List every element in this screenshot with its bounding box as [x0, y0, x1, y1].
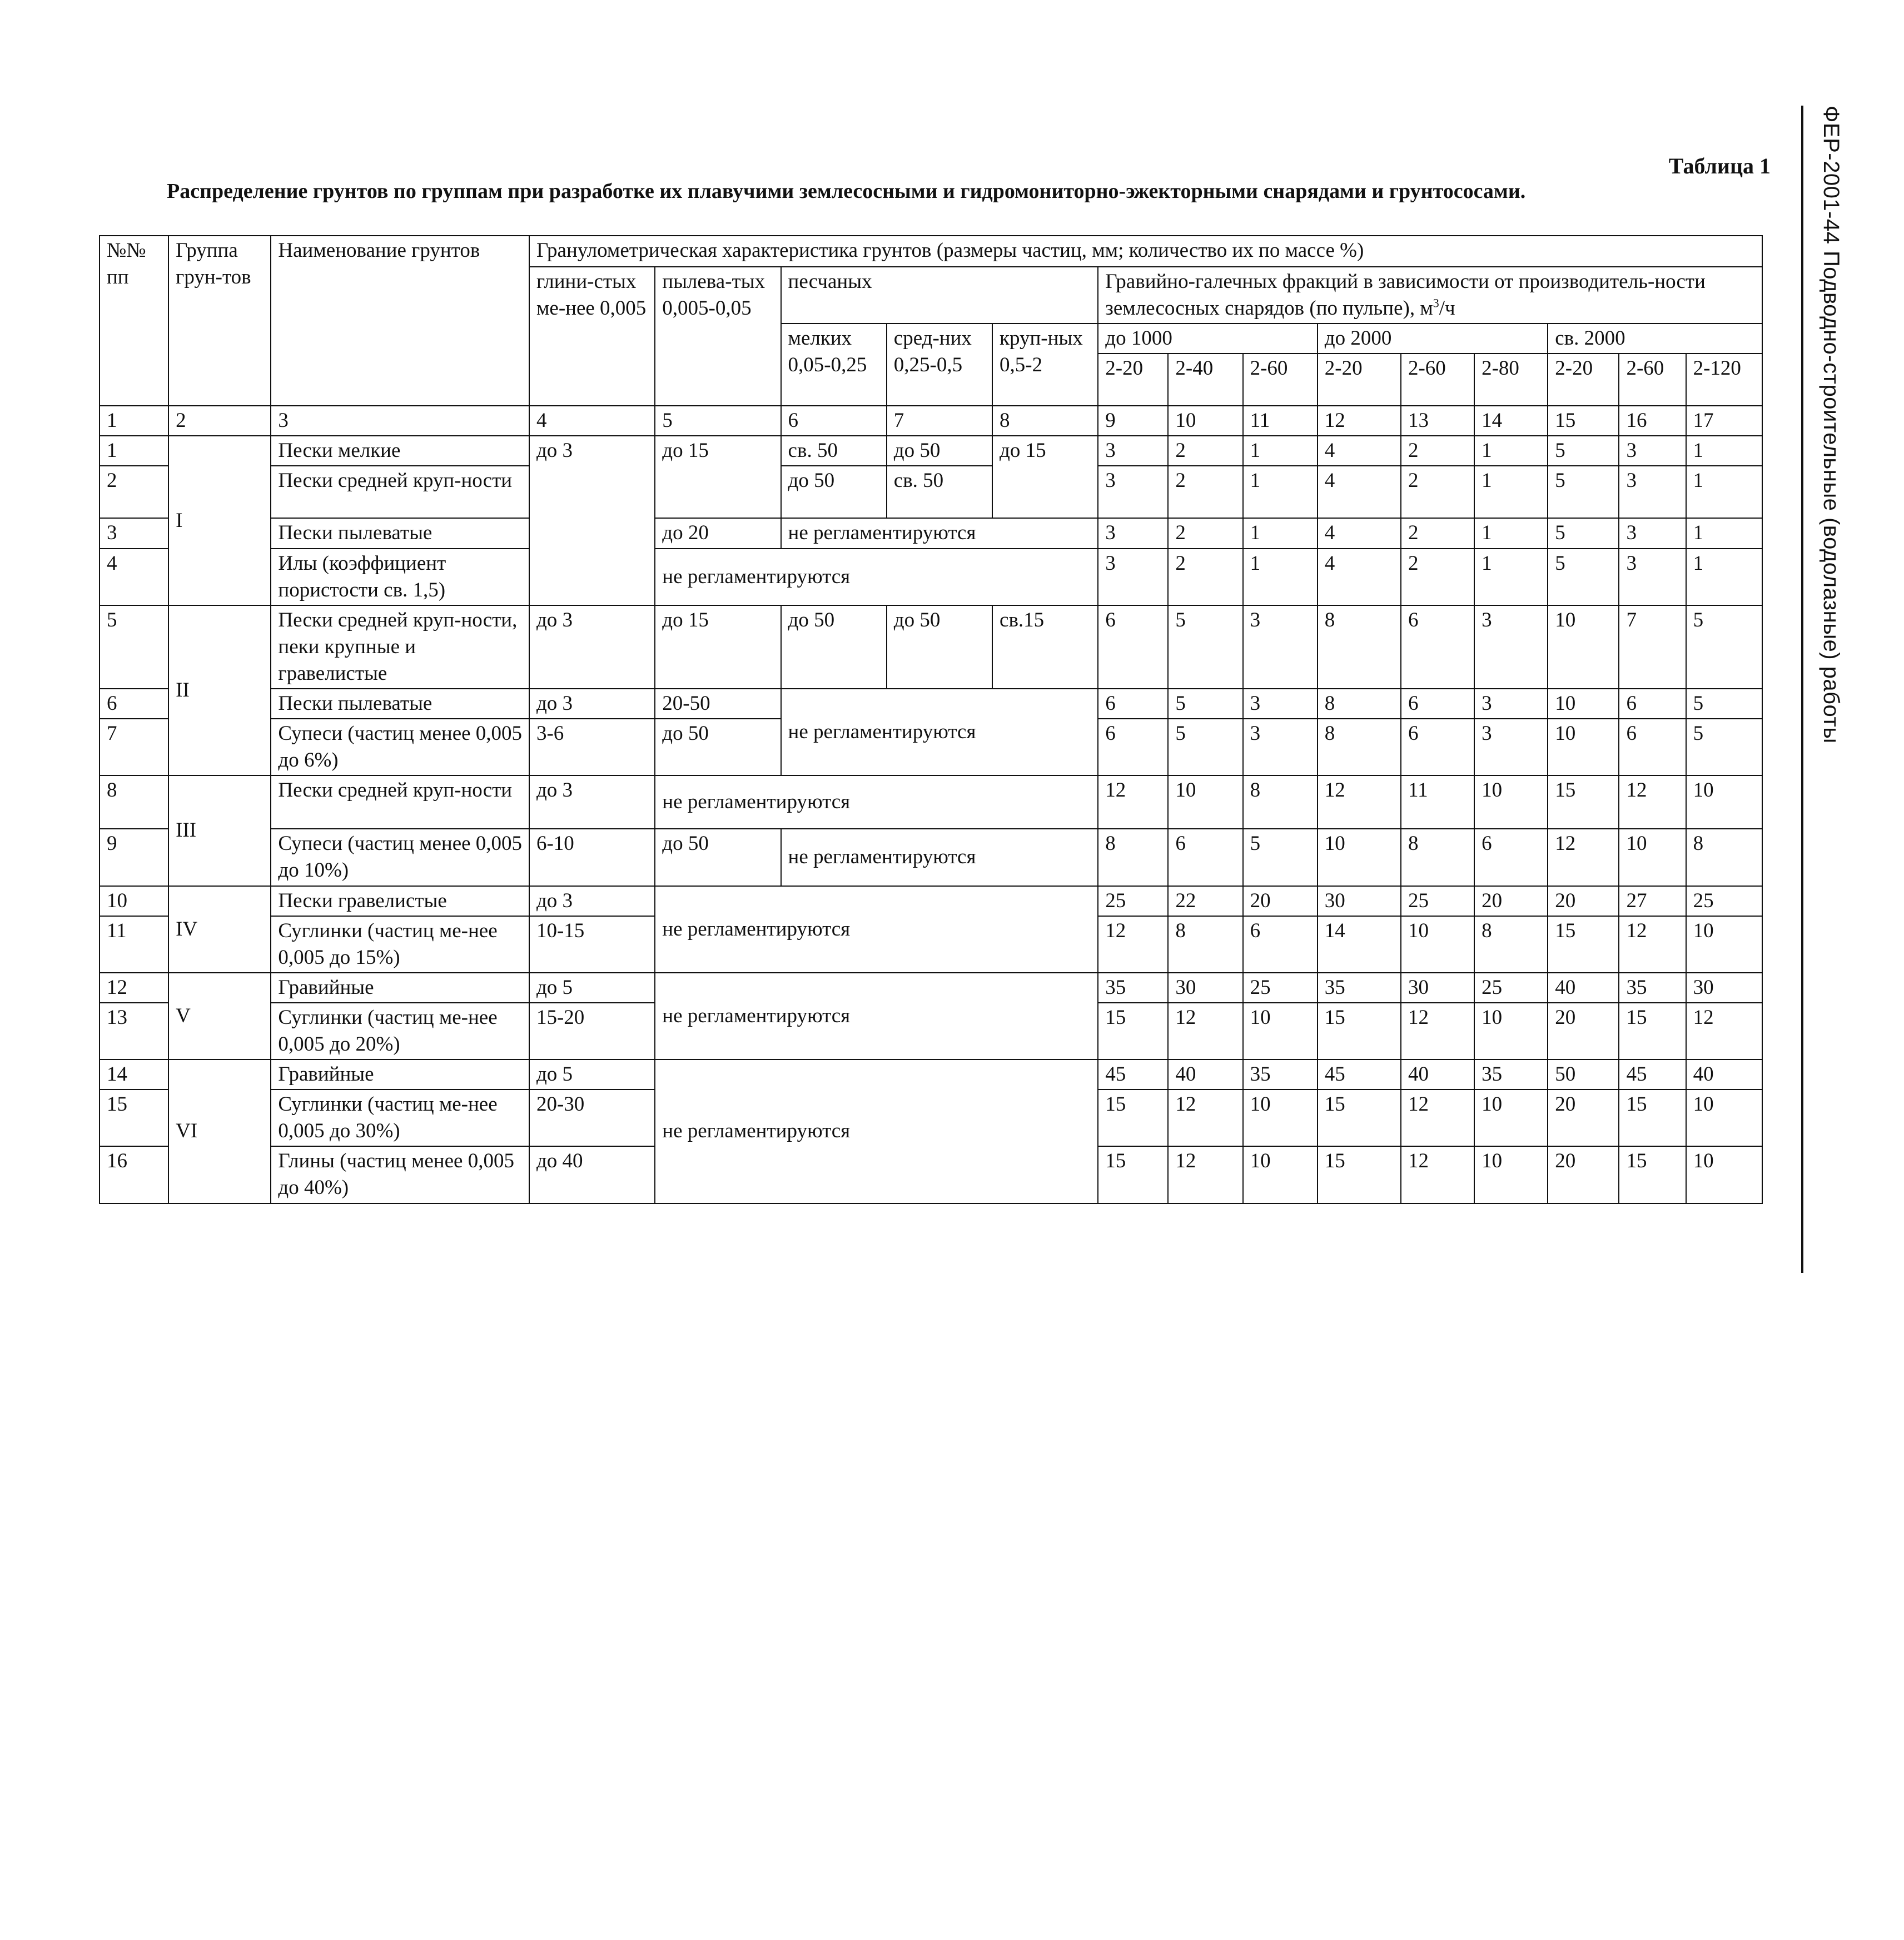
gravel-value: 8 — [1318, 605, 1401, 689]
gravel-value: 22 — [1168, 886, 1242, 916]
table-row — [100, 466, 1762, 518]
gravel-value: 4 — [1318, 436, 1401, 466]
gravel-value: 3 — [1619, 518, 1686, 548]
gravel-value: 2 — [1168, 436, 1242, 466]
gravel-value: 12 — [1098, 916, 1168, 973]
gravel-value: 27 — [1619, 886, 1686, 916]
gravel-value: 10 — [1243, 1090, 1318, 1146]
fraction-cell: 10-15 — [529, 916, 655, 973]
fraction-cell: 20-50 — [655, 689, 781, 719]
gravel-value: 35 — [1619, 973, 1686, 1003]
soil-name: Илы (коэффициент пористости св. 1,5) — [271, 549, 529, 605]
gravel-value: 14 — [1318, 916, 1401, 973]
column-number: 3 — [271, 406, 529, 436]
gravel-value: 40 — [1168, 1059, 1242, 1090]
gravel-value: 10 — [1619, 829, 1686, 886]
gravel-value: 10 — [1318, 829, 1401, 886]
row-number: 1 — [100, 436, 168, 466]
gravel-value: 45 — [1318, 1059, 1401, 1090]
fraction-cell: 20-30 — [529, 1090, 655, 1146]
column-number: 5 — [655, 406, 781, 436]
fraction-cell: до 5 — [529, 1059, 655, 1090]
row-number: 11 — [100, 916, 168, 973]
soil-name: Супеси (частиц менее 0,005 до 6%) — [271, 719, 529, 775]
gravel-value: 3 — [1243, 605, 1318, 689]
gravel-value: 12 — [1619, 775, 1686, 829]
gravel-value: 3 — [1243, 719, 1318, 775]
side-rule — [1801, 106, 1803, 1273]
soil-name: Пески средней круп-ности — [271, 466, 529, 518]
row-number: 9 — [100, 829, 168, 886]
column-number: 4 — [529, 406, 655, 436]
gravel-value: 3 — [1098, 549, 1168, 605]
gravel-value: 12 — [1168, 1146, 1242, 1203]
header-clay: глини-стых ме-нее 0,005 — [529, 267, 655, 406]
fraction-cell: св. 50 — [781, 436, 887, 466]
not-regulated-cell: не регламентируются — [655, 775, 1098, 829]
gravel-value: 8 — [1243, 775, 1318, 829]
column-number: 16 — [1619, 406, 1686, 436]
fraction-cell: 3-6 — [529, 719, 655, 775]
gravel-value: 6 — [1474, 829, 1548, 886]
gravel-value: 20 — [1474, 886, 1548, 916]
header-sub: 2-120 — [1686, 354, 1762, 406]
gravel-value: 3 — [1619, 466, 1686, 518]
gravel-value: 12 — [1686, 1003, 1762, 1059]
soil-name: Гравийные — [271, 973, 529, 1003]
gravel-value: 8 — [1168, 916, 1242, 973]
gravel-value: 25 — [1686, 886, 1762, 916]
row-number: 5 — [100, 605, 168, 689]
column-number: 7 — [887, 406, 992, 436]
row-number: 2 — [100, 466, 168, 518]
gravel-value: 10 — [1548, 605, 1619, 689]
fraction-cell: до 5 — [529, 973, 655, 1003]
gravel-value: 10 — [1243, 1003, 1318, 1059]
gravel-value: 20 — [1548, 1090, 1619, 1146]
row-number: 6 — [100, 689, 168, 719]
column-numbers-row — [100, 406, 1762, 436]
header-sub: 2-20 — [1098, 354, 1168, 406]
gravel-value: 10 — [1686, 1090, 1762, 1146]
gravel-value: 30 — [1168, 973, 1242, 1003]
fraction-cell: до 50 — [887, 605, 992, 689]
column-number: 15 — [1548, 406, 1619, 436]
table-row — [100, 689, 1762, 719]
gravel-value: 15 — [1318, 1090, 1401, 1146]
table-row — [100, 829, 1762, 886]
fraction-cell: до 20 — [655, 518, 781, 548]
gravel-value: 10 — [1474, 1003, 1548, 1059]
gravel-value: 3 — [1098, 436, 1168, 466]
header-sub: 2-60 — [1243, 354, 1318, 406]
header-sub: 2-40 — [1168, 354, 1242, 406]
not-regulated-cell: не регламентируются — [655, 549, 1098, 605]
header-g1000: до 1000 — [1098, 324, 1318, 354]
soil-group: I — [168, 436, 271, 605]
soil-name: Пески пылеватые — [271, 518, 529, 548]
gravel-value: 10 — [1243, 1146, 1318, 1203]
gravel-value: 35 — [1243, 1059, 1318, 1090]
gravel-value: 10 — [1401, 916, 1474, 973]
gravel-value: 6 — [1098, 605, 1168, 689]
gravel-value: 12 — [1318, 775, 1401, 829]
row-number: 14 — [100, 1059, 168, 1090]
row-number: 4 — [100, 549, 168, 605]
gravel-value: 4 — [1318, 466, 1401, 518]
row-number: 10 — [100, 886, 168, 916]
header-num: №№ пп — [100, 236, 168, 406]
not-regulated-cell: не регламентируются — [781, 829, 1098, 886]
gravel-value: 6 — [1401, 605, 1474, 689]
header-name: Наименование грунтов — [271, 236, 529, 406]
gravel-value: 1 — [1474, 549, 1548, 605]
fraction-cell: до 3 — [529, 886, 655, 916]
gravel-value: 11 — [1401, 775, 1474, 829]
gravel-value: 35 — [1474, 1059, 1548, 1090]
gravel-value: 30 — [1318, 886, 1401, 916]
header-sub: 2-20 — [1548, 354, 1619, 406]
header-granulometric: Гранулометрическая характеристика грунтов (размеры частиц, мм; количество их по массе %) — [529, 236, 1762, 267]
row-number: 3 — [100, 518, 168, 548]
not-regulated-cell: не регламентируются — [781, 689, 1098, 775]
fraction-cell: до 3 — [529, 689, 655, 719]
gravel-value: 10 — [1548, 689, 1619, 719]
gravel-value: 15 — [1619, 1003, 1686, 1059]
soil-name: Суглинки (частиц ме-нее 0,005 до 20%) — [271, 1003, 529, 1059]
soil-name: Пески средней круп-ности — [271, 775, 529, 829]
gravel-value: 10 — [1168, 775, 1242, 829]
fraction-cell: до 15 — [655, 436, 781, 518]
table-body — [100, 236, 1762, 1203]
gravel-value: 5 — [1168, 719, 1242, 775]
table-row — [100, 518, 1762, 548]
gravel-value: 6 — [1401, 719, 1474, 775]
gravel-value: 10 — [1686, 1146, 1762, 1203]
gravel-value: 3 — [1619, 436, 1686, 466]
gravel-value: 8 — [1318, 689, 1401, 719]
soil-name: Пески средней круп-ности, пеки крупные и гравелистые — [271, 605, 529, 689]
table-row — [100, 436, 1762, 466]
gravel-value: 1 — [1686, 436, 1762, 466]
column-number: 2 — [168, 406, 271, 436]
gravel-value: 6 — [1619, 719, 1686, 775]
gravel-value: 30 — [1686, 973, 1762, 1003]
gravel-value: 4 — [1318, 518, 1401, 548]
soil-group: VI — [168, 1059, 271, 1203]
gravel-value: 5 — [1168, 605, 1242, 689]
gravel-value: 2 — [1401, 549, 1474, 605]
gravel-value: 2 — [1168, 518, 1242, 548]
gravel-value: 15 — [1619, 1146, 1686, 1203]
gravel-value: 35 — [1098, 973, 1168, 1003]
gravel-value: 45 — [1619, 1059, 1686, 1090]
fraction-cell: до 50 — [887, 436, 992, 466]
gravel-value: 15 — [1318, 1146, 1401, 1203]
gravel-value: 8 — [1318, 719, 1401, 775]
gravel-value: 6 — [1098, 719, 1168, 775]
gravel-value: 20 — [1548, 1003, 1619, 1059]
header-coarse: круп-ных 0,5-2 — [992, 324, 1098, 406]
soil-groups-table — [99, 235, 1763, 1204]
gravel-value: 3 — [1474, 719, 1548, 775]
gravel-value: 8 — [1686, 829, 1762, 886]
row-number: 7 — [100, 719, 168, 775]
table-row — [100, 775, 1762, 829]
gravel-value: 10 — [1686, 775, 1762, 829]
gravel-value: 2 — [1401, 518, 1474, 548]
gravel-value: 25 — [1401, 886, 1474, 916]
gravel-value: 5 — [1686, 719, 1762, 775]
gravel-value: 1 — [1474, 436, 1548, 466]
column-number: 8 — [992, 406, 1098, 436]
gravel-value: 20 — [1243, 886, 1318, 916]
gravel-value: 5 — [1548, 518, 1619, 548]
gravel-value: 1 — [1243, 518, 1318, 548]
gravel-value: 15 — [1098, 1090, 1168, 1146]
soil-name: Пески гравелистые — [271, 886, 529, 916]
gravel-value: 3 — [1243, 689, 1318, 719]
gravel-value: 12 — [1401, 1003, 1474, 1059]
gravel-value: 1 — [1686, 549, 1762, 605]
header-sub: 2-80 — [1474, 354, 1548, 406]
fraction-cell: св. 50 — [887, 466, 992, 518]
soil-group: III — [168, 775, 271, 886]
gravel-value: 10 — [1548, 719, 1619, 775]
gravel-value: 1 — [1474, 466, 1548, 518]
soil-group: V — [168, 973, 271, 1059]
table-row — [100, 605, 1762, 689]
header-sub: 2-60 — [1401, 354, 1474, 406]
table-row — [100, 973, 1762, 1003]
fraction-cell: до 50 — [781, 605, 887, 689]
soil-name: Пески пылеватые — [271, 689, 529, 719]
soil-group: II — [168, 605, 271, 776]
gravel-value: 2 — [1168, 549, 1242, 605]
fraction-cell: до 15 — [992, 436, 1098, 518]
column-number: 10 — [1168, 406, 1242, 436]
fraction-cell: до 50 — [781, 466, 887, 518]
header-gravel: Гравийно-галечных фракций в зависимости от производитель-ности землесосных снарядов (по пульпе), $м^3/ч$ — [1098, 267, 1762, 324]
gravel-value: 8 — [1098, 829, 1168, 886]
gravel-value: 5 — [1243, 829, 1318, 886]
gravel-value: 5 — [1168, 689, 1242, 719]
gravel-value: 10 — [1686, 916, 1762, 973]
gravel-value: 10 — [1474, 1090, 1548, 1146]
header-sub: 2-20 — [1318, 354, 1401, 406]
gravel-value: 6 — [1619, 689, 1686, 719]
row-number: 15 — [100, 1090, 168, 1146]
column-number: 9 — [1098, 406, 1168, 436]
header-medium: сред-них 0,25-0,5 — [887, 324, 992, 406]
gravel-value: 2 — [1401, 436, 1474, 466]
gravel-value: 4 — [1318, 549, 1401, 605]
gravel-value: 12 — [1168, 1090, 1242, 1146]
gravel-value: 3 — [1474, 689, 1548, 719]
gravel-value: 12 — [1168, 1003, 1242, 1059]
fraction-cell: до 3 — [529, 775, 655, 829]
fraction-cell: до 3 — [529, 436, 655, 605]
soil-group: IV — [168, 886, 271, 973]
gravel-value: 12 — [1548, 829, 1619, 886]
fraction-cell: до 50 — [655, 829, 781, 886]
gravel-value: 15 — [1619, 1090, 1686, 1146]
table-row — [100, 886, 1762, 916]
gravel-value: 1 — [1243, 549, 1318, 605]
gravel-value: 5 — [1548, 436, 1619, 466]
gravel-value: 15 — [1098, 1146, 1168, 1203]
gravel-value: 1 — [1686, 518, 1762, 548]
row-number: 13 — [100, 1003, 168, 1059]
not-regulated-cell: не регламентируются — [781, 518, 1098, 548]
row-number: 12 — [100, 973, 168, 1003]
gravel-value: 3 — [1619, 549, 1686, 605]
column-number: 6 — [781, 406, 887, 436]
gravel-value: 1 — [1243, 466, 1318, 518]
gravel-value: 5 — [1548, 549, 1619, 605]
gravel-value: 25 — [1474, 973, 1548, 1003]
gravel-value: 1 — [1243, 436, 1318, 466]
gravel-value: 10 — [1474, 775, 1548, 829]
gravel-value: 12 — [1619, 916, 1686, 973]
gravel-value: 20 — [1548, 886, 1619, 916]
fraction-cell: 6-10 — [529, 829, 655, 886]
gravel-value: 8 — [1474, 916, 1548, 973]
gravel-value: 20 — [1548, 1146, 1619, 1203]
row-number: 8 — [100, 775, 168, 829]
gravel-value: 6 — [1098, 689, 1168, 719]
gravel-value: 5 — [1686, 605, 1762, 689]
fraction-cell: 15-20 — [529, 1003, 655, 1059]
gravel-value: 12 — [1401, 1146, 1474, 1203]
gravel-value: 12 — [1098, 775, 1168, 829]
not-regulated-cell: не регламентируются — [655, 973, 1098, 1059]
gravel-value: 50 — [1548, 1059, 1619, 1090]
gravel-value: 40 — [1686, 1059, 1762, 1090]
header-gsv2000: св. 2000 — [1548, 324, 1762, 354]
soil-name: Суглинки (частиц ме-нее 0,005 до 30%) — [271, 1090, 529, 1146]
gravel-value: 6 — [1401, 689, 1474, 719]
gravel-value: 40 — [1548, 973, 1619, 1003]
gravel-value: 2 — [1401, 466, 1474, 518]
header-dust: пылева-тых 0,005-0,05 — [655, 267, 781, 406]
gravel-value: 5 — [1686, 689, 1762, 719]
gravel-value: 45 — [1098, 1059, 1168, 1090]
gravel-value: 3 — [1098, 466, 1168, 518]
gravel-value: 15 — [1548, 916, 1619, 973]
table-row — [100, 549, 1762, 605]
column-number: 1 — [100, 406, 168, 436]
gravel-value: 25 — [1243, 973, 1318, 1003]
gravel-value: 7 — [1619, 605, 1686, 689]
fraction-cell: до 40 — [529, 1146, 655, 1203]
gravel-value: 1 — [1474, 518, 1548, 548]
header-fine: мелких 0,05-0,25 — [781, 324, 887, 406]
header-g2000: до 2000 — [1318, 324, 1548, 354]
not-regulated-cell: не регламентируются — [655, 886, 1098, 973]
header-sand: песчаных — [781, 267, 1098, 324]
fraction-cell: до 3 — [529, 605, 655, 689]
gravel-value: 10 — [1474, 1146, 1548, 1203]
header-sub: 2-60 — [1619, 354, 1686, 406]
not-regulated-cell: не регламентируются — [655, 1059, 1098, 1203]
soil-name: Глины (частиц менее 0,005 до 40%) — [271, 1146, 529, 1203]
side-title: ФЕР-2001-44 Подводно-строительные (водолазные) работы — [1819, 106, 1843, 744]
column-number: 14 — [1474, 406, 1548, 436]
column-number: 13 — [1401, 406, 1474, 436]
fraction-cell: до 15 — [655, 605, 781, 689]
gravel-value: 2 — [1168, 466, 1242, 518]
document-title: Распределение грунтов по группам при разработке их плавучими землесосными и гидромониторно-эжекторными снарядами и грунтососами. — [167, 180, 1526, 203]
gravel-value: 6 — [1168, 829, 1242, 886]
table-row — [100, 1059, 1762, 1090]
gravel-value: 3 — [1098, 518, 1168, 548]
soil-name: Суглинки (частиц ме-нее 0,005 до 15%) — [271, 916, 529, 973]
fraction-cell: св.15 — [992, 605, 1098, 689]
gravel-value: 5 — [1548, 466, 1619, 518]
soil-name: Пески мелкие — [271, 436, 529, 466]
gravel-value: 25 — [1098, 886, 1168, 916]
gravel-value: 15 — [1548, 775, 1619, 829]
gravel-value: 12 — [1401, 1090, 1474, 1146]
gravel-value: 1 — [1686, 466, 1762, 518]
soil-name: Гравийные — [271, 1059, 529, 1090]
gravel-value: 3 — [1474, 605, 1548, 689]
gravel-value: 15 — [1318, 1003, 1401, 1059]
column-number: 11 — [1243, 406, 1318, 436]
gravel-value: 35 — [1318, 973, 1401, 1003]
column-number: 12 — [1318, 406, 1401, 436]
gravel-value: 15 — [1098, 1003, 1168, 1059]
row-number: 16 — [100, 1146, 168, 1203]
fraction-cell: до 50 — [655, 719, 781, 775]
gravel-value: 30 — [1401, 973, 1474, 1003]
header-group: Группа грун-тов — [168, 236, 271, 406]
gravel-value: 8 — [1401, 829, 1474, 886]
column-number: 17 — [1686, 406, 1762, 436]
soil-name: Супеси (частиц менее 0,005 до 10%) — [271, 829, 529, 886]
gravel-value: 40 — [1401, 1059, 1474, 1090]
gravel-value: 6 — [1243, 916, 1318, 973]
table-number: Таблица 1 — [1668, 153, 1771, 178]
